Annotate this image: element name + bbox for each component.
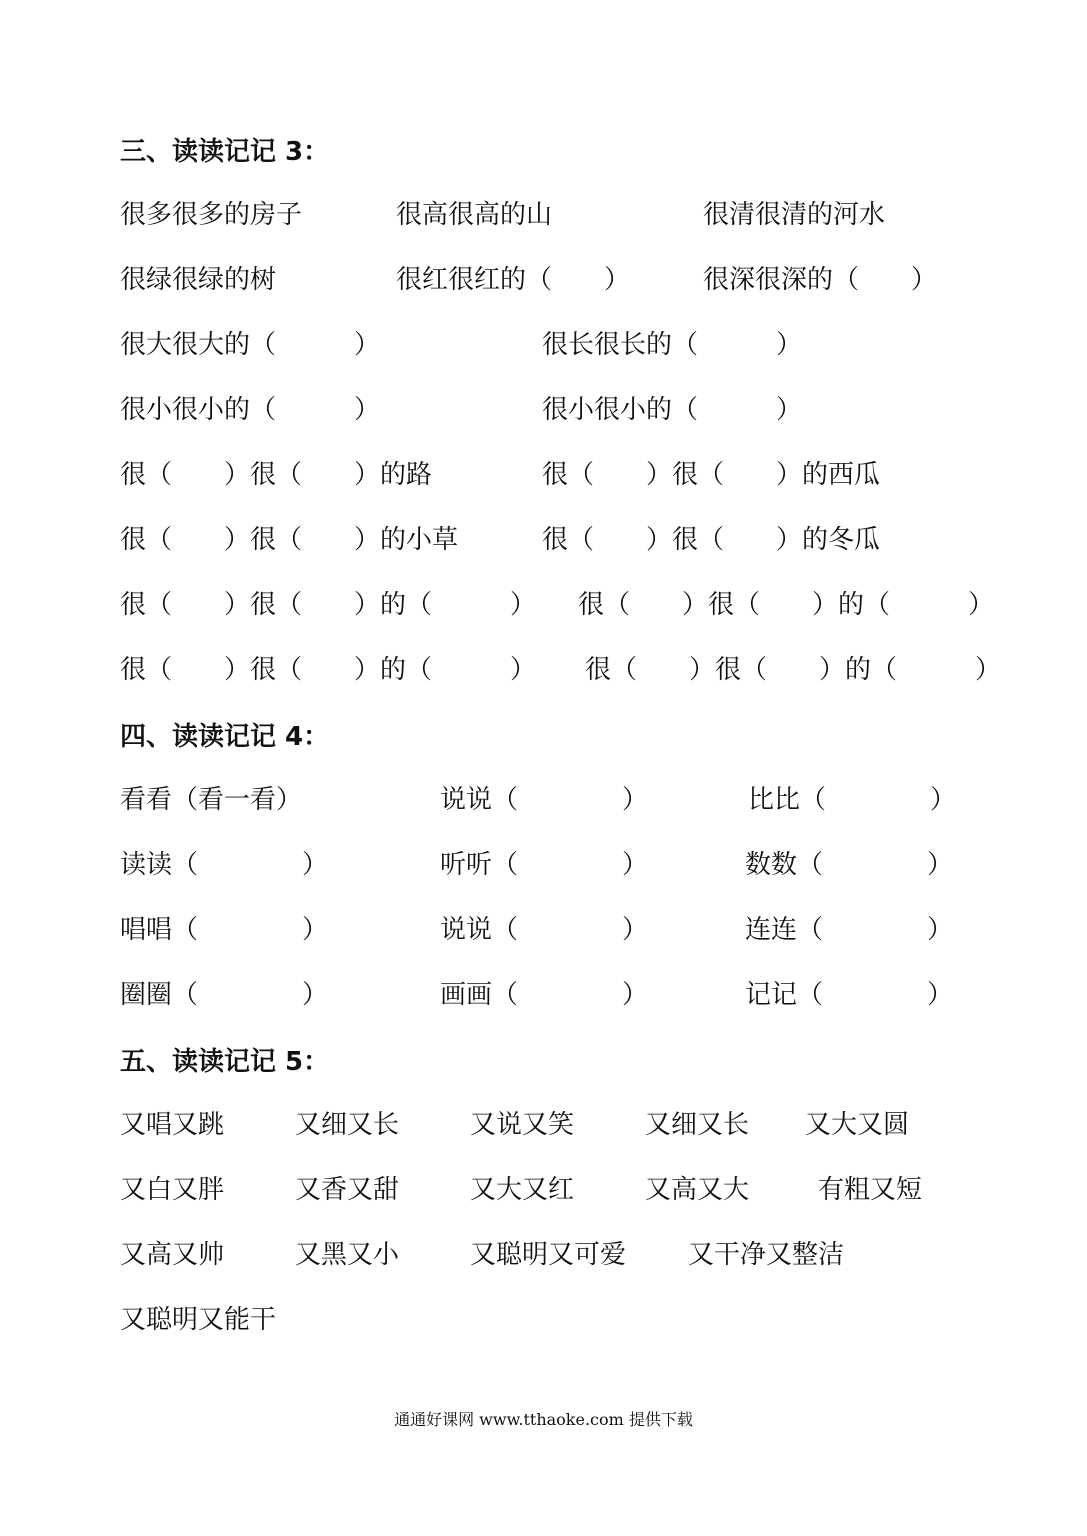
fill-blank-phrase: 很（ ）很（ ）的冬瓜 <box>542 525 881 555</box>
phrase: 有粗又短 <box>818 1175 923 1205</box>
phrase: 又细又长 <box>295 1110 400 1140</box>
fill-blank-phrase: 说说（ ） <box>440 785 649 815</box>
fill-blank-phrase: 连连（ ） <box>745 915 954 945</box>
fill-blank-phrase: 很（ ）很（ ）的（ ） <box>578 590 995 620</box>
section5-row-3 <box>0 1237 1087 1273</box>
phrase: 又白又胖 <box>120 1175 225 1205</box>
fill-blank-phrase: 比比（ ） <box>748 785 957 815</box>
section3-row-3 <box>0 327 1087 363</box>
section4-row-1 <box>0 782 1087 818</box>
phrase: 又唱又跳 <box>120 1110 225 1140</box>
fill-blank-phrase: 画画（ ） <box>440 980 649 1010</box>
section3-row-4 <box>0 392 1087 428</box>
phrase: 又聪明又可爱 <box>470 1240 627 1270</box>
phrase: 又聪明又能干 <box>120 1305 277 1335</box>
fill-blank-phrase: 很红很红的（ ） <box>396 265 631 295</box>
section3-row-5 <box>0 457 1087 493</box>
section5-title: 五、读读记记 5： <box>120 1047 330 1077</box>
phrase: 很绿很绿的树 <box>120 265 277 295</box>
section5-row-4 <box>0 1302 1087 1338</box>
phrase: 又细又长 <box>645 1110 750 1140</box>
section5-row-1 <box>0 1107 1087 1143</box>
phrase: 又干净又整洁 <box>688 1240 845 1270</box>
phrase: 看看（看一看） <box>120 785 303 815</box>
section4-title: 四、读读记记 4： <box>120 722 330 752</box>
section4-row-4 <box>0 977 1087 1013</box>
fill-blank-phrase: 很（ ）很（ ）的（ ） <box>120 590 537 620</box>
fill-blank-phrase: 说说（ ） <box>440 915 649 945</box>
section4-row-3 <box>0 912 1087 948</box>
fill-blank-phrase: 很（ ）很（ ）的（ ） <box>120 655 537 685</box>
fill-blank-phrase: 很（ ）很（ ）的西瓜 <box>542 460 881 490</box>
phrase: 又大又红 <box>470 1175 575 1205</box>
phrase: 又黑又小 <box>295 1240 400 1270</box>
phrase: 又香又甜 <box>295 1175 400 1205</box>
section5-row-2 <box>0 1172 1087 1208</box>
page-footer: 通通好课网 www.tthaoke.com 提供下载 <box>394 1410 693 1429</box>
fill-blank-phrase: 记记（ ） <box>745 980 954 1010</box>
fill-blank-phrase: 唱唱（ ） <box>120 915 329 945</box>
fill-blank-phrase: 读读（ ） <box>120 850 329 880</box>
fill-blank-phrase: 很小很小的（ ） <box>542 395 803 425</box>
fill-blank-phrase: 数数（ ） <box>745 850 954 880</box>
fill-blank-phrase: 很（ ）很（ ）的路 <box>120 460 433 490</box>
phrase: 又高又大 <box>645 1175 750 1205</box>
fill-blank-phrase: 很（ ）很（ ）的（ ） <box>585 655 1002 685</box>
fill-blank-phrase: 很（ ）很（ ）的小草 <box>120 525 459 555</box>
section3-row-8 <box>0 652 1087 688</box>
phrase: 很多很多的房子 <box>120 200 303 230</box>
section3-row-6 <box>0 522 1087 558</box>
section3-row-2 <box>0 262 1087 298</box>
fill-blank-phrase: 很大很大的（ ） <box>120 330 381 360</box>
section4-row-2 <box>0 847 1087 883</box>
phrase: 又高又帅 <box>120 1240 225 1270</box>
phrase: 又大又圆 <box>805 1110 910 1140</box>
fill-blank-phrase: 很小很小的（ ） <box>120 395 381 425</box>
fill-blank-phrase: 很长很长的（ ） <box>542 330 803 360</box>
fill-blank-phrase: 很深很深的（ ） <box>703 265 938 295</box>
section3-title: 三、读读记记 3： <box>120 137 330 167</box>
fill-blank-phrase: 听听（ ） <box>440 850 649 880</box>
section3-row-1 <box>0 197 1087 233</box>
fill-blank-phrase: 圈圈（ ） <box>120 980 329 1010</box>
phrase: 很高很高的山 <box>396 200 553 230</box>
phrase: 又说又笑 <box>470 1110 575 1140</box>
phrase: 很清很清的河水 <box>703 200 886 230</box>
section3-row-7 <box>0 587 1087 623</box>
